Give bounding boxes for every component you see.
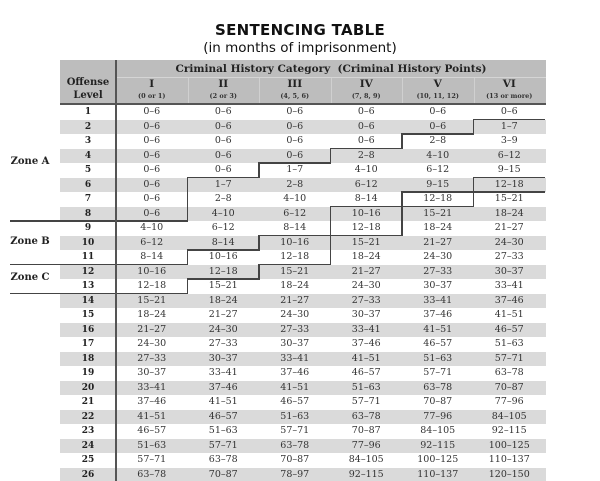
sentence-range-cell: 57–71 <box>351 396 381 407</box>
zone-boundary-segment <box>474 191 546 193</box>
sentence-range-cell: 0–6 <box>429 120 447 132</box>
offense-level: 6 <box>84 179 92 190</box>
sentence-range-cell: 63–78 <box>280 439 310 451</box>
sentence-range-cell: 18–24 <box>423 222 453 233</box>
column-header-vi <box>474 78 546 101</box>
offense-level: 5 <box>84 165 92 175</box>
sentence-range-cell: 0–6 <box>214 120 232 132</box>
sentence-range-cell: 4–10 <box>283 193 307 204</box>
sentence-range-cell: 0–6 <box>214 164 232 175</box>
zone-label-c: Zone C <box>10 272 50 283</box>
sentence-range-cell: 0–6 <box>143 149 161 161</box>
sentence-range-cell: 30–37 <box>423 280 453 291</box>
sentence-range-cell: 15–21 <box>208 280 238 291</box>
sentence-range-cell: 2–8 <box>429 135 447 146</box>
sentence-range-cell: 24–30 <box>208 323 238 335</box>
sentence-range-cell: 57–71 <box>280 425 310 436</box>
sentence-range-cell: 1–7 <box>286 164 304 175</box>
zone-boundary-step <box>473 119 475 135</box>
table-row <box>60 207 546 222</box>
sentence-range-cell: 10–16 <box>137 265 167 277</box>
zone-separator-c_d <box>10 293 116 295</box>
sentence-range-cell: 0–6 <box>143 164 161 175</box>
sentence-range-cell: 0–6 <box>286 106 304 117</box>
sentence-range-cell: 100–125 <box>417 454 459 465</box>
offense-column-divider <box>115 60 117 481</box>
sentence-range-cell: 84–105 <box>491 410 527 422</box>
sentence-range-cell: 18–24 <box>280 280 310 291</box>
sentence-range-cell: 6–12 <box>354 178 378 190</box>
zone-boundary-step <box>187 177 189 222</box>
header-bottom-rule <box>60 103 546 105</box>
sentence-range-cell: 41–51 <box>423 323 453 335</box>
sentence-range-cell: 51–63 <box>423 352 453 364</box>
sentence-range-cell: 30–37 <box>280 338 310 349</box>
sentence-range-cell: 0–6 <box>286 149 304 161</box>
offense-level: 16 <box>81 324 95 335</box>
sentence-range-cell: 18–24 <box>208 294 238 306</box>
offense-level: 19 <box>81 368 95 378</box>
offense-level: 20 <box>81 382 95 393</box>
sentence-range-cell: 15–21 <box>280 265 310 277</box>
category-points: (4, 5, 6) <box>280 92 310 100</box>
sentence-range-cell: 63–78 <box>494 367 524 378</box>
sentence-range-cell: 21–27 <box>351 265 381 277</box>
sentence-range-cell: 0–6 <box>357 106 375 117</box>
criminal-history-category-title: Criminal History Category (Criminal History Points) <box>175 63 487 75</box>
table-row <box>60 236 546 251</box>
offense-level: 18 <box>81 353 95 364</box>
category-numeral: VI <box>502 78 516 90</box>
offense-level: 12 <box>81 266 95 277</box>
sentence-range-cell: 57–71 <box>423 367 453 378</box>
sentence-range-cell: 15–21 <box>351 236 381 248</box>
sentence-range-cell: 21–27 <box>494 222 524 233</box>
sentence-range-cell: 37–46 <box>137 396 167 407</box>
sentence-range-cell: 2–8 <box>286 178 304 190</box>
sentence-range-cell: 63–78 <box>137 468 167 480</box>
sentence-range-cell: 27–33 <box>351 294 381 306</box>
table-row <box>60 337 546 352</box>
category-numeral: V <box>433 78 442 90</box>
sentence-range-cell: 21–27 <box>208 309 238 320</box>
sentence-range-cell: 46–57 <box>423 338 453 349</box>
column-header-iv <box>331 78 403 101</box>
zone-boundary-step <box>258 235 260 251</box>
sentence-range-cell: 12–18 <box>351 222 381 233</box>
sentence-range-cell: 30–37 <box>494 265 524 277</box>
sentence-range-cell: 41–51 <box>208 396 238 407</box>
table-header <box>60 60 546 104</box>
sentence-range-cell: 92–115 <box>491 425 527 436</box>
table-row <box>60 265 546 280</box>
table-row <box>60 439 546 454</box>
column-divider <box>331 78 332 104</box>
zone-boundary-step <box>330 148 332 164</box>
sentence-range-cell: 4–10 <box>426 149 450 161</box>
zone-separator-b_c <box>10 264 116 266</box>
category-points: (10, 11, 12) <box>416 92 459 100</box>
sentence-range-cell: 37–46 <box>494 294 524 306</box>
sentence-range-cell: 0–6 <box>214 149 232 161</box>
zone-boundary-segment <box>188 177 260 179</box>
sentence-range-cell: 24–30 <box>280 309 310 320</box>
table-row <box>60 395 546 410</box>
zone-boundary-step <box>401 133 403 149</box>
sentence-range-cell: 15–21 <box>137 294 167 306</box>
zone-boundary-segment <box>116 220 188 222</box>
sentence-range-cell: 0–6 <box>143 207 161 219</box>
offense-level-header <box>60 76 116 102</box>
sentence-range-cell: 84–105 <box>348 454 384 465</box>
sentence-range-cell: 0–6 <box>143 135 161 146</box>
zone-boundary-segment <box>331 148 403 150</box>
offense-level: 2 <box>84 121 92 132</box>
sentence-range-cell: 12–18 <box>494 178 524 190</box>
sentence-range-cell: 51–63 <box>351 381 381 393</box>
sentence-range-cell: 24–30 <box>351 280 381 291</box>
sentence-range-cell: 77–96 <box>351 439 381 451</box>
sentence-range-cell: 33–41 <box>494 280 524 291</box>
table-row <box>60 308 546 323</box>
offense-level: 9 <box>84 223 92 233</box>
zone-boundary-step <box>330 235 332 266</box>
sentence-range-cell: 84–105 <box>420 425 456 436</box>
sentence-range-cell: 70–87 <box>208 468 238 480</box>
sentence-range-cell: 24–30 <box>494 236 524 248</box>
sentence-range-cell: 57–71 <box>494 352 524 364</box>
sentence-range-cell: 9–15 <box>497 164 521 175</box>
sentence-range-cell: 37–46 <box>280 367 310 378</box>
sentence-range-cell: 18–24 <box>494 207 524 219</box>
category-points: (2 or 3) <box>209 92 237 100</box>
sentence-range-cell: 0–6 <box>143 106 161 117</box>
sentence-range-cell: 12–18 <box>423 193 453 204</box>
offense-level: 3 <box>84 136 92 146</box>
zone-boundary-segment <box>188 278 260 280</box>
offense-level: 23 <box>81 426 95 436</box>
offense-level: 11 <box>81 252 95 262</box>
offense-level: 15 <box>81 310 95 320</box>
offense-level: 21 <box>81 397 95 407</box>
sentence-range-cell: 12–18 <box>137 280 167 291</box>
offense-label: Offense Level <box>66 77 110 101</box>
sentence-range-cell: 37–46 <box>423 309 453 320</box>
offense-level: 13 <box>81 281 95 291</box>
sentence-range-cell: 110–137 <box>488 454 530 465</box>
sentence-range-cell: 8–14 <box>354 193 378 204</box>
zone-boundary-step <box>258 264 260 280</box>
sentence-range-cell: 3–9 <box>500 135 518 146</box>
sentence-range-cell: 30–37 <box>351 309 381 320</box>
sentence-range-cell: 51–63 <box>208 425 238 436</box>
sentence-range-cell: 21–27 <box>137 323 167 335</box>
zone-boundary-segment <box>259 264 331 266</box>
sentence-range-cell: 12–18 <box>280 251 310 262</box>
zone-boundary-segment <box>116 293 188 295</box>
column-divider <box>402 78 403 104</box>
sentence-range-cell: 77–96 <box>494 396 524 407</box>
sentence-range-cell: 6–12 <box>211 222 235 233</box>
table-row <box>60 294 546 309</box>
category-points: (7, 8, 9) <box>351 92 381 100</box>
sentence-range-cell: 37–46 <box>351 338 381 349</box>
sentence-range-cell: 63–78 <box>423 381 453 393</box>
sentence-range-cell: 12–18 <box>208 265 238 277</box>
sentence-range-cell: 92–115 <box>348 468 384 480</box>
sentence-range-cell: 120–150 <box>488 468 530 480</box>
sentence-range-cell: 51–63 <box>494 338 524 349</box>
sentence-range-cell: 46–57 <box>137 425 167 436</box>
sentence-range-cell: 63–78 <box>208 454 238 465</box>
column-header-ii <box>188 78 260 101</box>
zone-boundary-segment <box>402 191 474 193</box>
category-numeral: I <box>149 78 155 90</box>
table-row <box>60 468 546 481</box>
sentence-range-cell: 4–10 <box>354 164 378 175</box>
offense-level: 14 <box>81 295 95 306</box>
offense-level: 25 <box>81 455 95 465</box>
zone-boundary-segment <box>474 119 546 121</box>
sentence-range-cell: 57–71 <box>137 454 167 465</box>
sentence-range-cell: 2–8 <box>214 193 232 204</box>
sentence-range-cell: 0–6 <box>143 193 161 204</box>
table-row <box>60 381 546 396</box>
sentence-range-cell: 0–6 <box>286 135 304 146</box>
sentence-range-cell: 10–16 <box>351 207 381 219</box>
sentence-range-cell: 0–6 <box>429 106 447 117</box>
sentence-range-cell: 63–78 <box>351 410 381 422</box>
sentence-range-cell: 24–30 <box>423 251 453 262</box>
zone-boundary-segment <box>259 235 331 237</box>
sentence-range-cell: 70–87 <box>280 454 310 465</box>
sentence-range-cell: 10–16 <box>208 251 238 262</box>
sentence-range-cell: 77–96 <box>423 410 453 422</box>
sentence-range-cell: 1–7 <box>500 120 518 132</box>
zone-label-a: Zone A <box>10 156 50 167</box>
sentence-range-cell: 27–33 <box>494 251 524 262</box>
category-points: (0 or 1) <box>138 92 166 100</box>
zone-boundary-segment <box>188 249 260 251</box>
zone-separator-a_b <box>10 220 116 222</box>
sentence-range-cell: 70–87 <box>351 425 381 436</box>
zone-label-b: Zone B <box>10 235 50 247</box>
sentence-range-cell: 6–12 <box>140 236 164 248</box>
table-row <box>60 424 546 439</box>
column-header-i <box>116 78 188 101</box>
table-row <box>60 410 546 425</box>
sentence-range-cell: 70–87 <box>423 396 453 407</box>
sentence-range-cell: 15–21 <box>423 207 453 219</box>
table-row <box>60 352 546 367</box>
sentence-range-cell: 0–6 <box>286 120 304 132</box>
sentence-range-cell: 6–12 <box>497 149 521 161</box>
sentence-range-cell: 4–10 <box>211 207 235 219</box>
sentence-range-cell: 33–41 <box>423 294 453 306</box>
zone-boundary-segment <box>402 133 474 135</box>
sentence-range-cell: 46–57 <box>494 323 524 335</box>
sentence-range-cell: 57–71 <box>208 439 238 451</box>
offense-level: 4 <box>84 150 92 161</box>
zone-boundary-segment <box>116 264 188 266</box>
category-points: (13 or more) <box>486 92 533 100</box>
sentence-range-cell: 1–7 <box>214 178 232 190</box>
table-row <box>60 366 546 381</box>
sentence-range-cell: 33–41 <box>208 367 238 378</box>
sentence-range-cell: 0–6 <box>143 178 161 190</box>
sentence-range-cell: 41–51 <box>351 352 381 364</box>
sentence-range-cell: 6–12 <box>426 164 450 175</box>
sentence-range-cell: 78–97 <box>280 468 310 480</box>
offense-level: 10 <box>81 237 95 248</box>
sentence-range-cell: 0–6 <box>143 120 161 132</box>
sentence-range-cell: 46–57 <box>351 367 381 378</box>
zone-boundary-segment <box>331 235 403 237</box>
offense-level: 8 <box>84 208 92 219</box>
sentence-range-cell: 0–6 <box>357 135 375 146</box>
sentence-range-cell: 27–33 <box>208 338 238 349</box>
zone-boundary-step <box>330 206 332 237</box>
sentence-range-cell: 37–46 <box>208 381 238 393</box>
table-row <box>60 250 546 265</box>
offense-level: 26 <box>81 469 95 480</box>
table-row <box>60 279 546 294</box>
zone-boundary-step <box>187 249 189 265</box>
category-numeral: III <box>287 78 303 90</box>
sentence-range-cell: 100–125 <box>488 439 530 451</box>
sentence-range-cell: 51–63 <box>280 410 310 422</box>
zone-boundary-segment <box>331 206 403 208</box>
column-divider <box>474 78 475 104</box>
sentence-range-cell: 33–41 <box>351 323 381 335</box>
sentence-range-cell: 24–30 <box>137 338 167 349</box>
zone-boundary-step <box>473 191 475 207</box>
sentence-range-cell: 6–12 <box>283 207 307 219</box>
column-divider <box>188 78 189 104</box>
sentence-range-cell: 92–115 <box>420 439 456 451</box>
sentence-range-cell: 27–33 <box>423 265 453 277</box>
offense-level: 24 <box>81 440 95 451</box>
sentence-range-cell: 18–24 <box>137 309 167 320</box>
sentence-range-cell: 46–57 <box>208 410 238 422</box>
offense-level: 7 <box>84 194 92 204</box>
sentence-range-cell: 0–6 <box>500 106 518 117</box>
sentence-range-cell: 8–14 <box>211 236 235 248</box>
column-header-iii <box>259 78 331 101</box>
offense-level: 22 <box>81 411 95 422</box>
sentence-range-cell: 27–33 <box>137 352 167 364</box>
zone-boundary-segment <box>259 162 331 164</box>
category-numeral: IV <box>359 78 373 90</box>
zone-boundary-step <box>187 278 189 294</box>
sentence-range-cell: 18–24 <box>351 251 381 262</box>
sentence-range-cell: 70–87 <box>494 381 524 393</box>
sentence-range-cell: 21–27 <box>423 236 453 248</box>
sentence-range-cell: 0–6 <box>214 106 232 117</box>
sentence-range-cell: 41–51 <box>137 410 167 422</box>
table-row <box>60 149 546 164</box>
sentence-range-cell: 8–14 <box>140 251 164 262</box>
sentence-range-cell: 21–27 <box>280 294 310 306</box>
zone-boundary-step <box>401 206 403 237</box>
table-row <box>60 134 546 149</box>
offense-level: 1 <box>84 107 92 117</box>
zone-boundary-step <box>258 162 260 178</box>
sentence-range-cell: 0–6 <box>357 120 375 132</box>
category-numeral: II <box>218 78 229 90</box>
sentence-range-cell: 33–41 <box>137 381 167 393</box>
page-title: SENTENCING TABLE <box>214 21 386 39</box>
sentence-range-cell: 8–14 <box>283 222 307 233</box>
table-row <box>60 453 546 468</box>
column-header-v <box>402 78 474 101</box>
table-row <box>60 221 546 236</box>
column-divider <box>259 78 260 104</box>
sentence-range-cell: 4–10 <box>140 222 164 233</box>
page-subtitle: (in months of imprisonment) <box>203 40 397 56</box>
sentence-range-cell: 41–51 <box>280 381 310 393</box>
sentence-range-cell: 30–37 <box>208 352 238 364</box>
sentence-range-cell: 110–137 <box>417 468 459 480</box>
sentence-range-cell: 2–8 <box>357 149 375 161</box>
offense-level: 17 <box>81 339 95 349</box>
sentence-range-cell: 0–6 <box>214 135 232 146</box>
zone-boundary-segment <box>474 177 546 179</box>
table-row <box>60 163 546 178</box>
table-row <box>60 105 546 120</box>
sentence-range-cell: 46–57 <box>280 396 310 407</box>
zone-boundary-segment <box>402 206 474 208</box>
table-row <box>60 323 546 338</box>
sentence-range-cell: 41–51 <box>494 309 524 320</box>
sentence-range-cell: 30–37 <box>137 367 167 378</box>
sentence-range-cell: 27–33 <box>280 323 310 335</box>
sentence-range-cell: 9–15 <box>426 178 450 190</box>
sentence-range-cell: 51–63 <box>137 439 167 451</box>
sentence-range-cell: 33–41 <box>280 352 310 364</box>
sentence-range-cell: 10–16 <box>280 236 310 248</box>
sentence-range-cell: 15–21 <box>494 193 524 204</box>
